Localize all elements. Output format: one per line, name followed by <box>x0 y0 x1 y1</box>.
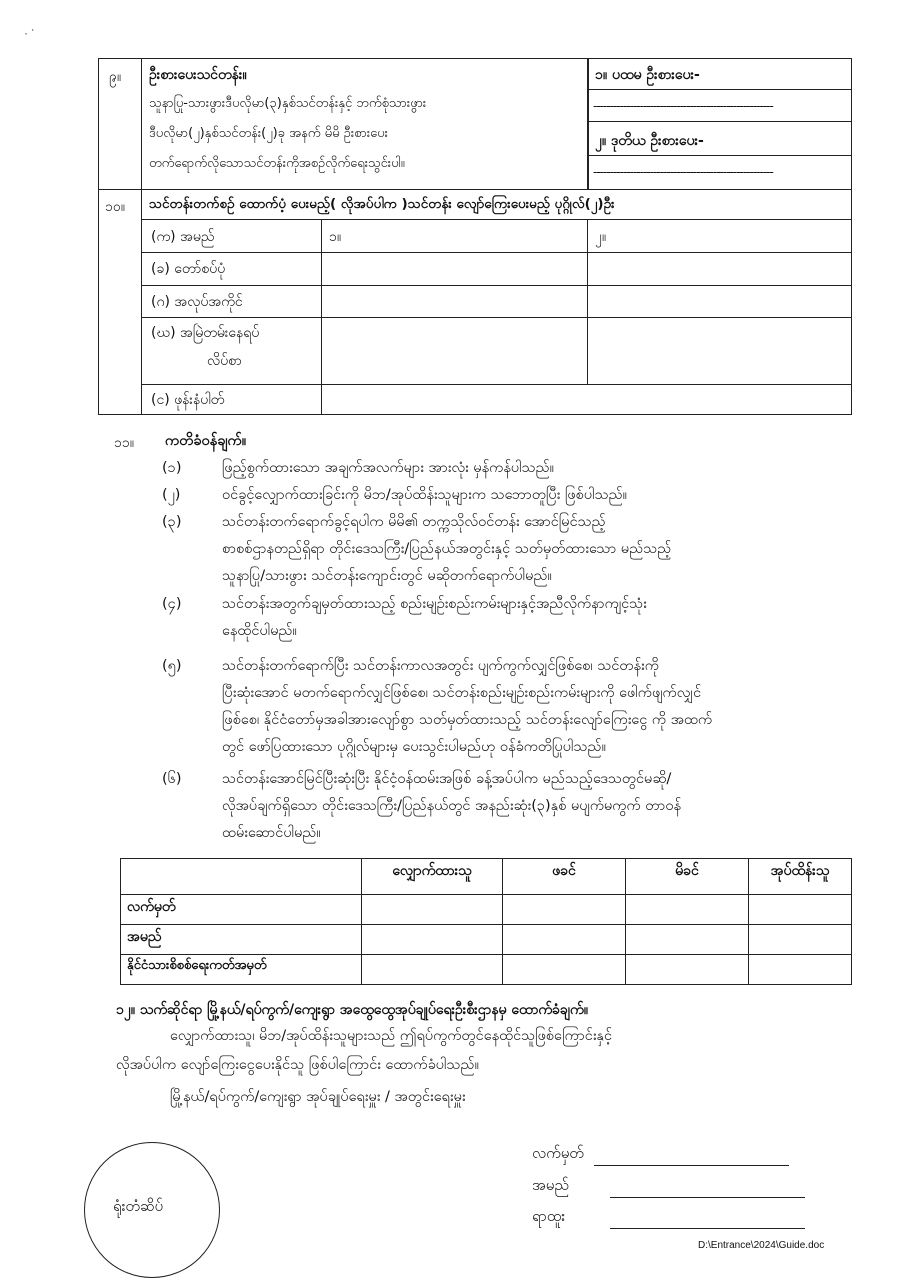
sec11-number: ၁၁။ <box>114 435 134 451</box>
sec12-title: ၁၂။ သက်ဆိုင်ရာ မြို့နယ်/ရပ်ကွက်/ကျေးရွာ အထွေထွေအုပ်ချုပ်ရေးဦးစီးဌာနမှ ထောက်ခံချက်။ <box>116 1002 588 1018</box>
sec9-line-2: ဒီပလိုမာ(၂)နှစ်သင်တန်း(၂)ခု အနက် မိမိ ဦးစားပေး <box>149 126 388 141</box>
guarantor-row-phone: (င) ဖုန်းနံပါတ် <box>151 392 225 408</box>
form-table-top <box>98 58 852 415</box>
signature-line[interactable] <box>532 1144 789 1166</box>
sec9-title: ဦးစားပေးသင်တန်း။ <box>149 67 247 83</box>
sec11-title: ကတိခံဝန်ချက်။ <box>165 433 247 449</box>
signature-table <box>120 858 852 985</box>
position-label: ရာထူး <box>532 1207 566 1225</box>
position-line[interactable] <box>532 1207 805 1229</box>
sec12-line-2: လိုအပ်ပါက လျော်ကြေးငွေပေးနိုင်သူ ဖြစ်ပါကြောင်း ထောက်ခံပါသည်။ <box>116 1057 479 1073</box>
sec9-line-3: တက်ရောက်လိုသောသင်တန်းကိုအစဥ်လိုက်ရေးသွင်းပါ။ <box>149 156 405 171</box>
guarantor-row-address-2: လိပ်စာ <box>207 353 242 369</box>
first-preference-field[interactable]: ------------------------------------------------------ <box>593 99 773 113</box>
scan-marks: . . <box>19 20 37 38</box>
header-guardian: အုပ်ထိန်းသူ <box>749 859 852 895</box>
guarantor-row-address: (ဃ) အမြဲတမ်းနေရပ် <box>151 325 260 341</box>
signature-label: လက်မှတ် <box>532 1144 584 1162</box>
guarantor-row-relation: (ခ) တော်စပ်ပုံ <box>151 261 226 277</box>
sec10-number: ၁၀။ <box>105 199 125 215</box>
header-father: ဖခင် <box>503 859 626 895</box>
sec12-line-3: မြို့နယ်/ရပ်ကွက်/ကျေးရွာ အုပ်ချုပ်ရေးမှူး / အတွင်းရေးမှူး <box>170 1089 466 1105</box>
sec12-line-1: လျှောက်ထားသူ၊ မိဘ/အုပ်ထိန်းသူများသည် ဤရပ်ကွက်တွင်နေထိုင်သူဖြစ်ကြောင်းနှင့် <box>170 1028 613 1044</box>
second-preference-label: ၂။ ဒုတိယ ဦးစားပေး- <box>595 133 704 149</box>
sec9-number: ၉။ <box>109 69 122 85</box>
second-preference-field[interactable]: ------------------------------------------------------ <box>593 165 773 179</box>
name-line[interactable] <box>532 1176 805 1198</box>
guarantor-col-1: ၁။ <box>329 229 342 245</box>
header-applicant: လျှောက်ထားသူ <box>362 859 503 895</box>
footer-file-path: D:\Entrance\2024\Guide.doc <box>698 1240 825 1251</box>
name-label: အမည် <box>532 1176 569 1194</box>
guarantor-row-occupation: (ဂ) အလုပ်အကိုင် <box>151 294 243 310</box>
first-preference-label: ၁။ ပထမ ဦးစားပေး- <box>595 67 700 83</box>
row-signature: လက်မှတ် <box>121 895 362 925</box>
office-seal <box>84 1142 220 1278</box>
guarantor-row-name: (က) အမည် <box>151 229 215 245</box>
office-seal-label: ရုံးတံဆိပ် <box>113 1197 164 1215</box>
sec10-title: သင်တန်းတက်စဥ် ထောက်ပံ့ ပေးမည့်( လိုအပ်ပါက )သင်တန်း လျော်ကြေးပေးမည့် ပုဂ္ဂိုလ်(၂)ဦး <box>149 196 615 212</box>
guarantor-col-2: ၂။ <box>595 229 607 245</box>
header-mother: မိခင် <box>626 859 749 895</box>
sec9-line-1: သူနာပြု-သားဖွားဒီပလိုမာ(၃)နှစ်သင်တန်းနှင့် ဘက်စုံသားဖွား <box>149 96 427 111</box>
row-name: အမည် <box>121 925 362 955</box>
row-nrc: နိုင်ငံသားစိစစ်ရေးကတ်အမှတ် <box>121 955 362 985</box>
